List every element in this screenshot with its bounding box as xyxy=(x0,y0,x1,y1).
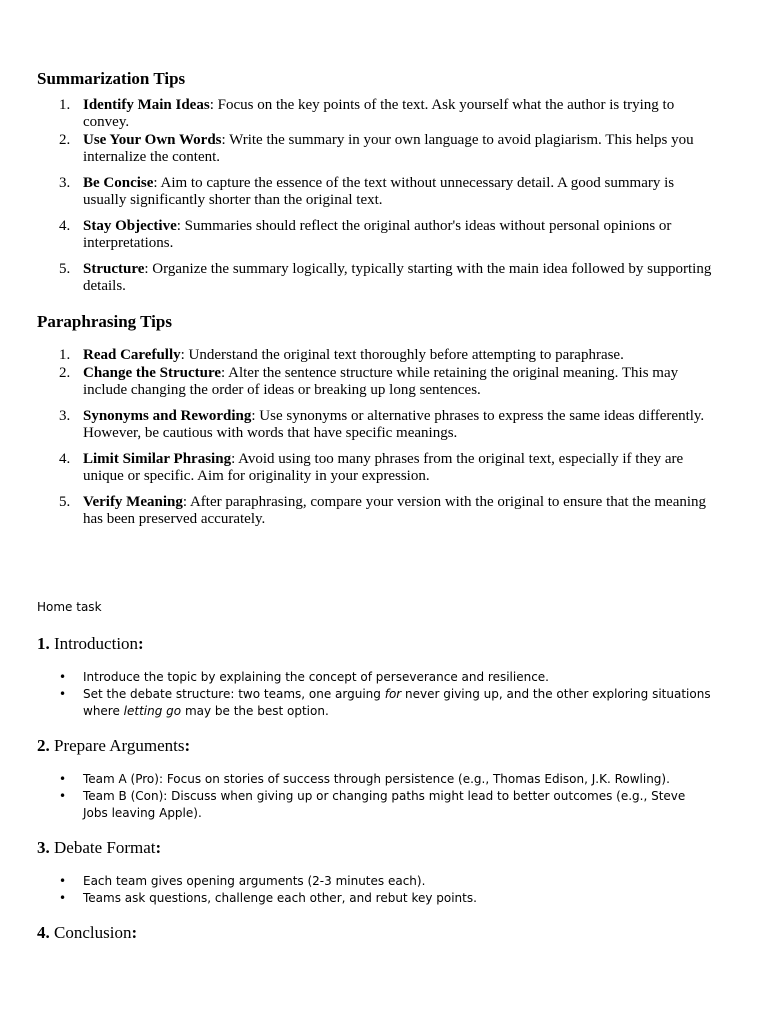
list-item: 3. Synonyms and Rewording: Use synonyms or alternative phrases to express the same ideas differently. However, be cautious with words that have specific meanings. xyxy=(59,408,705,441)
paraphrasing-list xyxy=(37,347,712,528)
introduction-bullets xyxy=(37,669,712,720)
prepare-arguments-bullets xyxy=(37,771,712,822)
step-heading-prepare-arguments: 2. Prepare Arguments: xyxy=(37,736,191,755)
paraphrasing-heading: Paraphrasing Tips xyxy=(37,312,172,331)
step-heading-conclusion: 4. Conclusion: xyxy=(37,923,138,942)
list-item: 3. Be Concise: Aim to capture the essence of the text without unnecessary detail. A good summary is usually significantly shorter than the original text. xyxy=(59,175,675,208)
list-item: 5. Structure: Organize the summary logically, typically starting with the main idea followed by supporting details. xyxy=(59,261,712,294)
list-item: 2. Use Your Own Words: Write the summary in your own language to avoid plagiarism. This helps you internalize the content. xyxy=(59,132,694,165)
list-item: 4. Limit Similar Phrasing: Avoid using too many phrases from the original text, especially if they are unique or specific. Aim for originality in your expression. xyxy=(59,451,684,484)
summarization-heading: Summarization Tips xyxy=(37,69,186,88)
step-heading-introduction: 1. Introduction: xyxy=(37,634,144,653)
debate-format-bullets xyxy=(37,873,712,907)
list-item: • Teams ask questions, challenge each other, and rebut key points. xyxy=(37,890,712,907)
list-item: 1. Identify Main Ideas: Focus on the key points of the text. Ask yourself what the author is trying to convey. xyxy=(59,97,675,130)
list-item: • Each team gives opening arguments (2-3 minutes each). xyxy=(37,873,712,890)
step-heading-debate-format: 3. Debate Format: xyxy=(37,838,162,857)
list-item: 1. Read Carefully: Understand the original text thoroughly before attempting to paraphrase. xyxy=(59,347,624,363)
list-item: • Set the debate structure: two teams, one arguing for never giving up, and the other exploring situations where letting go may be the best option. xyxy=(37,686,712,720)
list-item: 2. Change the Structure: Alter the sentence structure while retaining the original meaning. This may include changing the order of ideas or breaking up long sentences. xyxy=(59,365,679,398)
summarization-list xyxy=(37,97,712,295)
list-item: • Team A (Pro): Focus on stories of success through persistence (e.g., Thomas Edison, J.K. Rowling). xyxy=(37,771,712,788)
home-task-label: Home task xyxy=(37,600,102,614)
list-item: 5. Verify Meaning: After paraphrasing, compare your version with the original to ensure that the meaning has been preserved accurately. xyxy=(59,494,707,527)
list-item: • Team B (Con): Discuss when giving up or changing paths might lead to better outcomes (e.g., Steve Jobs leaving Apple). xyxy=(37,788,712,822)
list-item: • Introduce the topic by explaining the concept of perseverance and resilience. xyxy=(37,669,712,686)
list-item: 4. Stay Objective: Summaries should reflect the original author's ideas without personal opinions or interpretations. xyxy=(59,218,672,251)
